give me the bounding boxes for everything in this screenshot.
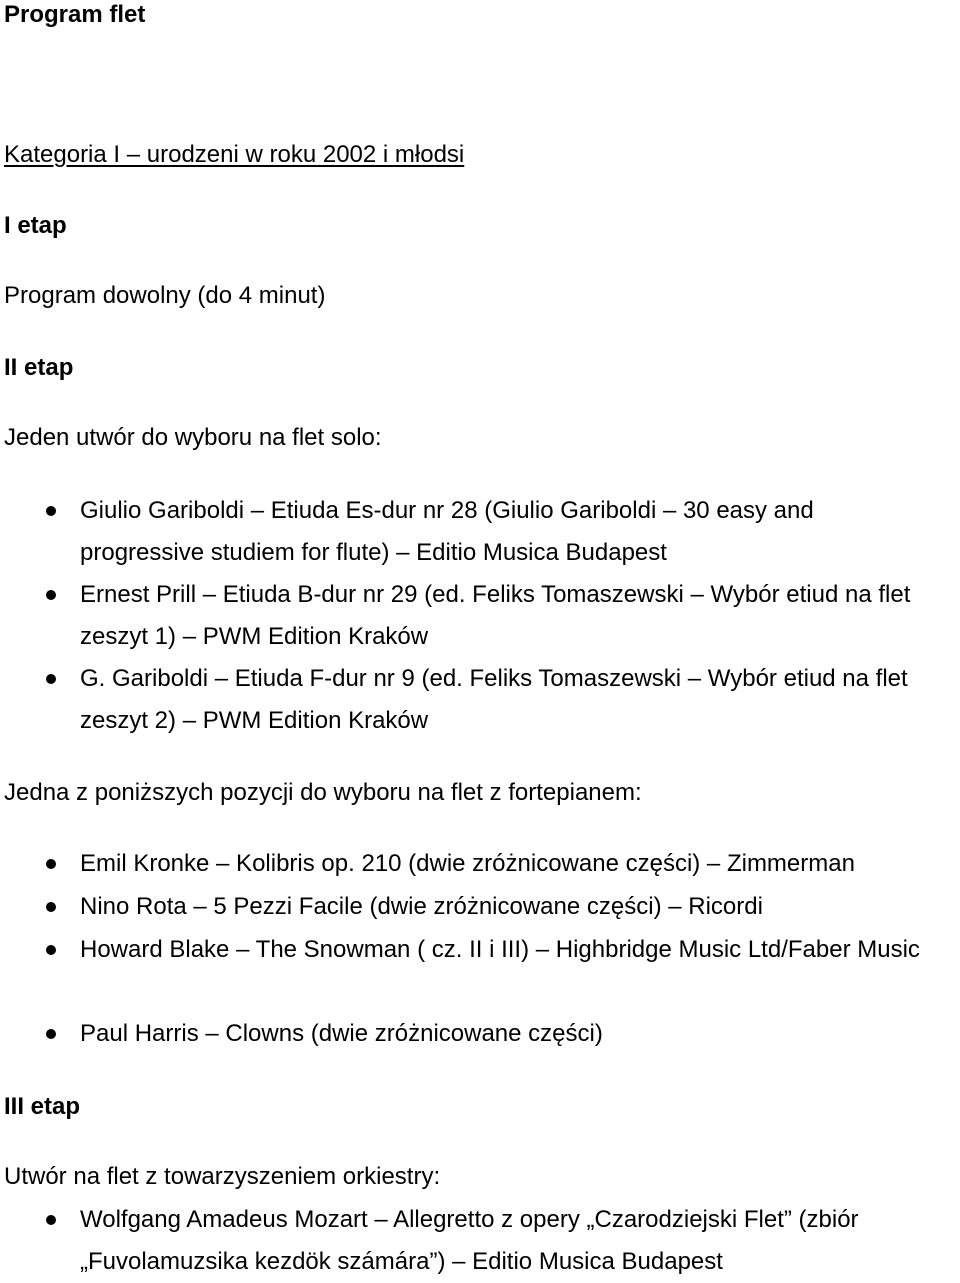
stage3-heading: III etap — [4, 1093, 81, 1120]
stage2-solo-intro: Jeden utwór do wyboru na flet solo: — [4, 424, 382, 451]
stage2-piano-intro: Jedna z poniższych pozycji do wyboru na flet z fortepianem: — [4, 779, 642, 806]
document-title: Program flet — [4, 1, 146, 28]
bullet-icon — [46, 506, 56, 516]
list-item — [80, 1199, 910, 1283]
list-item — [80, 490, 880, 574]
list-item-text: Nino Rota – 5 Pezzi Facile (dwie zróżnicowane części) – Ricordi — [80, 893, 763, 920]
list-item-text: Wolfgang Amadeus Mozart – Allegretto z opery „Czarodziejski Flet” (zbiór „Fuvolamuzsika kezdök számára”) – Editio Musica Budapest — [80, 1206, 859, 1275]
bullet-icon — [46, 859, 56, 869]
stage2-heading: II etap — [4, 354, 74, 381]
list-item — [80, 1013, 960, 1055]
bullet-icon — [46, 1215, 56, 1225]
list-item — [80, 886, 960, 928]
bullet-icon — [46, 945, 56, 955]
stage1-heading: I etap — [4, 212, 67, 239]
stage3-intro: Utwór na flet z towarzyszeniem orkiestry: — [4, 1163, 441, 1190]
category-heading: Kategoria I – urodzeni w roku 2002 i młodsi — [4, 141, 465, 168]
bullet-icon — [46, 902, 56, 912]
list-item — [80, 843, 960, 885]
bullet-icon — [46, 590, 56, 600]
stage1-text: Program dowolny (do 4 minut) — [4, 282, 326, 309]
list-item — [80, 658, 960, 742]
bullet-icon — [46, 674, 56, 684]
list-item-text: Emil Kronke – Kolibris op. 210 (dwie zróżnicowane części) – Zimmerman — [80, 850, 855, 877]
list-item-text: Howard Blake – The Snowman ( cz. II i III) – Highbridge Music Ltd/Faber Music — [80, 936, 920, 963]
list-item — [80, 929, 960, 971]
list-item-text: Giulio Gariboldi – Etiuda Es-dur nr 28 (Giulio Gariboldi – 30 easy and progressive studiem for flute) – Editio Musica Budapest — [80, 497, 814, 566]
list-item-text: G. Gariboldi – Etiuda F-dur nr 9 (ed. Feliks Tomaszewski – Wybór etiud na flet zeszyt 2) – PWM Edition Kraków — [80, 665, 908, 734]
list-item-text: Paul Harris – Clowns (dwie zróżnicowane części) — [80, 1020, 603, 1047]
list-item-text: Ernest Prill – Etiuda B-dur nr 29 (ed. Feliks Tomaszewski – Wybór etiud na flet zeszyt 1) – PWM Edition Kraków — [80, 581, 911, 650]
list-item — [80, 574, 960, 658]
bullet-icon — [46, 1029, 56, 1039]
